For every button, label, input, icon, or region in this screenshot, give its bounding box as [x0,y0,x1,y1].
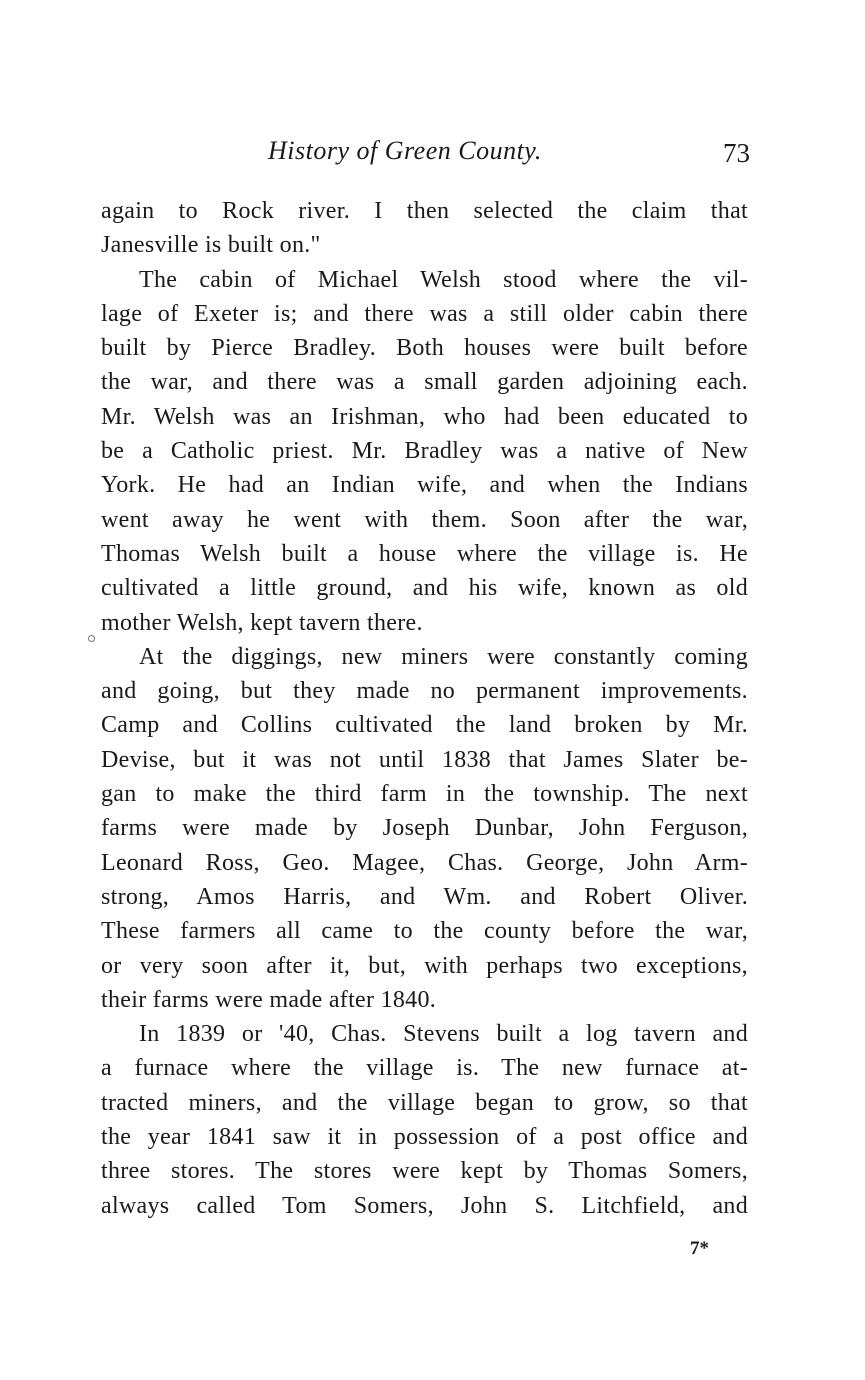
stray-ink-mark [88,635,95,642]
text-line: Mr. Welsh was an Irishman, who had been educated to [101,403,748,430]
text-line: tracted miners, and the village began to grow, so that [101,1089,748,1116]
text-line: These farmers all came to the county before the war, [101,918,748,945]
text-line: always called Tom Somers, John S. Litchfield, and [101,1192,748,1219]
body-text [101,194,748,1223]
text-line: Devise, but it was not until 1838 that James Slater be- [101,746,748,773]
text-line: again to Rock river. I then selected the claim that [101,198,748,224]
text-line: a furnace where the village is. The new furnace at- [101,1055,748,1082]
text-line: went away he went with them. Soon after the war, [101,506,748,533]
text-line: Janesville is built on." [101,232,321,259]
text-line: lage of Exeter is; and there was a still older cabin there [101,300,748,327]
text-line: mother Welsh, kept tavern there. [101,609,423,636]
text-line: gan to make the third farm in the township. The next [101,781,748,808]
text-line: farms were made by Joseph Dunbar, John Ferguson, [101,815,748,842]
page-number: 73 [723,138,750,168]
text-line: and going, but they made no permanent improvements. [101,678,748,705]
text-line: York. He had an Indian wife, and when the Indians [101,472,748,499]
text-line: their farms were made after 1840. [101,986,437,1013]
text-line: Camp and Collins cultivated the land broken by Mr. [101,712,748,739]
text-line: cultivated a little ground, and his wife, known as old [101,575,748,602]
text-line: three stores. The stores were kept by Thomas Somers, [101,1158,748,1185]
text-line: The cabin of Michael Welsh stood where the vil- [139,266,748,293]
text-line: In 1839 or '40, Chas. Stevens built a log tavern and [139,1021,748,1048]
text-line: At the diggings, new miners were constantly coming [139,643,748,670]
text-line: built by Pierce Bradley. Both houses were built before [101,335,748,362]
text-line: Leonard Ross, Geo. Magee, Chas. George, John Arm- [101,849,748,876]
running-head [100,136,750,176]
signature-mark: 7* [690,1238,709,1259]
text-line: the year 1841 saw it in possession of a post office and [101,1124,748,1151]
text-line: or very soon after it, but, with perhaps two exceptions, [101,952,748,979]
text-line: be a Catholic priest. Mr. Bradley was a native of New [101,438,748,465]
text-line: the war, and there was a small garden adjoining each. [101,369,748,396]
text-line: Thomas Welsh built a house where the village is. He [101,540,748,567]
text-line: strong, Amos Harris, and Wm. and Robert Oliver. [101,883,748,910]
running-title: History of Green County. [268,136,542,165]
